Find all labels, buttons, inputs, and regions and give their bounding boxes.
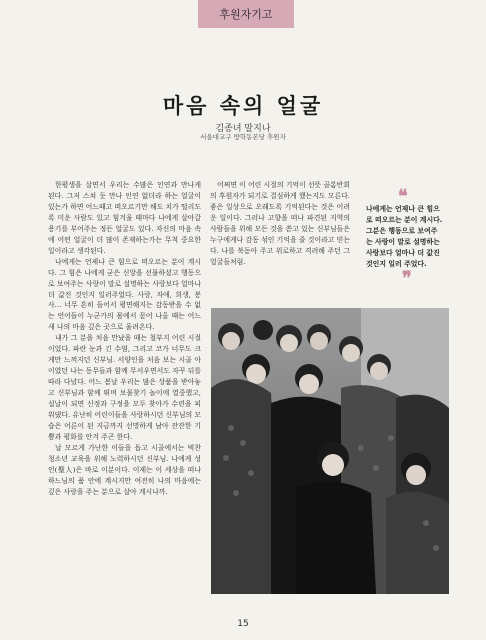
group-photo	[211, 308, 449, 594]
pull-quote: 나에게는 언제나 큰 힘으로 떠오르는 분이 계시다. 그분은 행동으로 보여주는 사랑이 말로 설명하는 사랑보다 얼마나 더 값진 것인지 일러 주었다.	[366, 205, 443, 268]
article-title: 마음 속의 얼굴	[162, 93, 324, 118]
paragraph: 한평생을 살면서 우리는 수많은 인연과 만나게 된다. 그저 스쳐 듯 만나 인연 없더라 하는 얼굴이 있는가 하면 어느때고 떠오르기만 해도 치가 떨리도록 미운 사람도 있고 힘겨울 때마다 나에게 살아갈 용기를 부어주는 정든 얼굴도 있다. 자신의 마음 속에 어떤 얼굴이 더 많이 존재하는가는 무척 중요한 일이라고 생각된다.	[48, 181, 204, 255]
paragraph: 내가 그 분을 처음 만났을 때는 철부지 어린 시절이었다. 파란 눈과 긴 수염, 그리고 코가 너무도 크게만 느껴지던 신부님. 서양인을 처음 보는 시골 아이였던 나는 동무들과 함께 무서우면서도 자꾸 뒤를 따라 다녔다. 어느 봄날 우리는 많은 상품을 받아놓고 신부님과 함께 뛰며 보물찾기 놀이에 열중했고, 설날이 되면 신정과 구정을 모두 찾아가 수련을 피워댔다. 유난히 어린이들을 사랑하시던 신부님의 모습은 어른이 된 지금까지 선명하게 남아 잔잔한 기쁨과 평화를 안겨 주곤 한다.	[48, 334, 204, 441]
author-affiliation: 서울대교구 방학동본당 후원자	[200, 133, 286, 141]
paragraph: 나에게는 언제나 큰 힘으로 떠오르는 분이 계시다. 그 힘은 나에게 굳은 신앙을 선물하셨고 행동으로 보여주는 사랑이 말로 설명하는 사랑보다 얼마나 더 값진 것인지 일러주었다. 사랑, 자애, 희생, 봉사… 너무 흔히 들어서 평면해지는 감동받을 수 없는 언어들이 누군가의 몸에서 묻어 나올 때는 어느새 나의 마음 깊은 곳으로 울려온다.	[48, 257, 204, 332]
quote-close-icon: ❞	[402, 268, 412, 289]
body-column-left	[48, 180, 204, 590]
page-number: 15	[237, 619, 249, 629]
body-column-right	[210, 180, 353, 300]
paragraph: 어쩌면 이 어린 시절의 기억이 선뜻 골롬반회의 후원자가 되기로 결심하게 했는지도 모른다. 좋은 일상으로 오래도록 기억된다는 것은 어려운 일이다. 그러나 고향을 떠나 파견된 지역의 사람들을 위해 모든 것을 쏟고 있는 신부님들은 누구에게나 감동 섞인 기억을 줄 것이라고 믿는다. 나를 북돋아 주고 위로하고 격려해 주던 그 얼굴들처럼.	[210, 181, 353, 266]
author-name: 김종녀 말지나	[215, 124, 271, 134]
paragraph: 날 모르게 가난한 이들을 돕고 시골에서는 벅찬 청소년 교육을 위해 노력하시던 신부님. 나에게 성인(聖人)은 바로 이분이다. 이제는 이 세상을 떠나 하느님의 품 안에 계시지만 여전히 나의 마음에는 깊은 사랑을 주는 분으로 살아 계시나까.	[48, 443, 204, 496]
section-tab: 후원자기고	[198, 0, 294, 28]
quote-open-icon: ❝	[398, 186, 408, 207]
